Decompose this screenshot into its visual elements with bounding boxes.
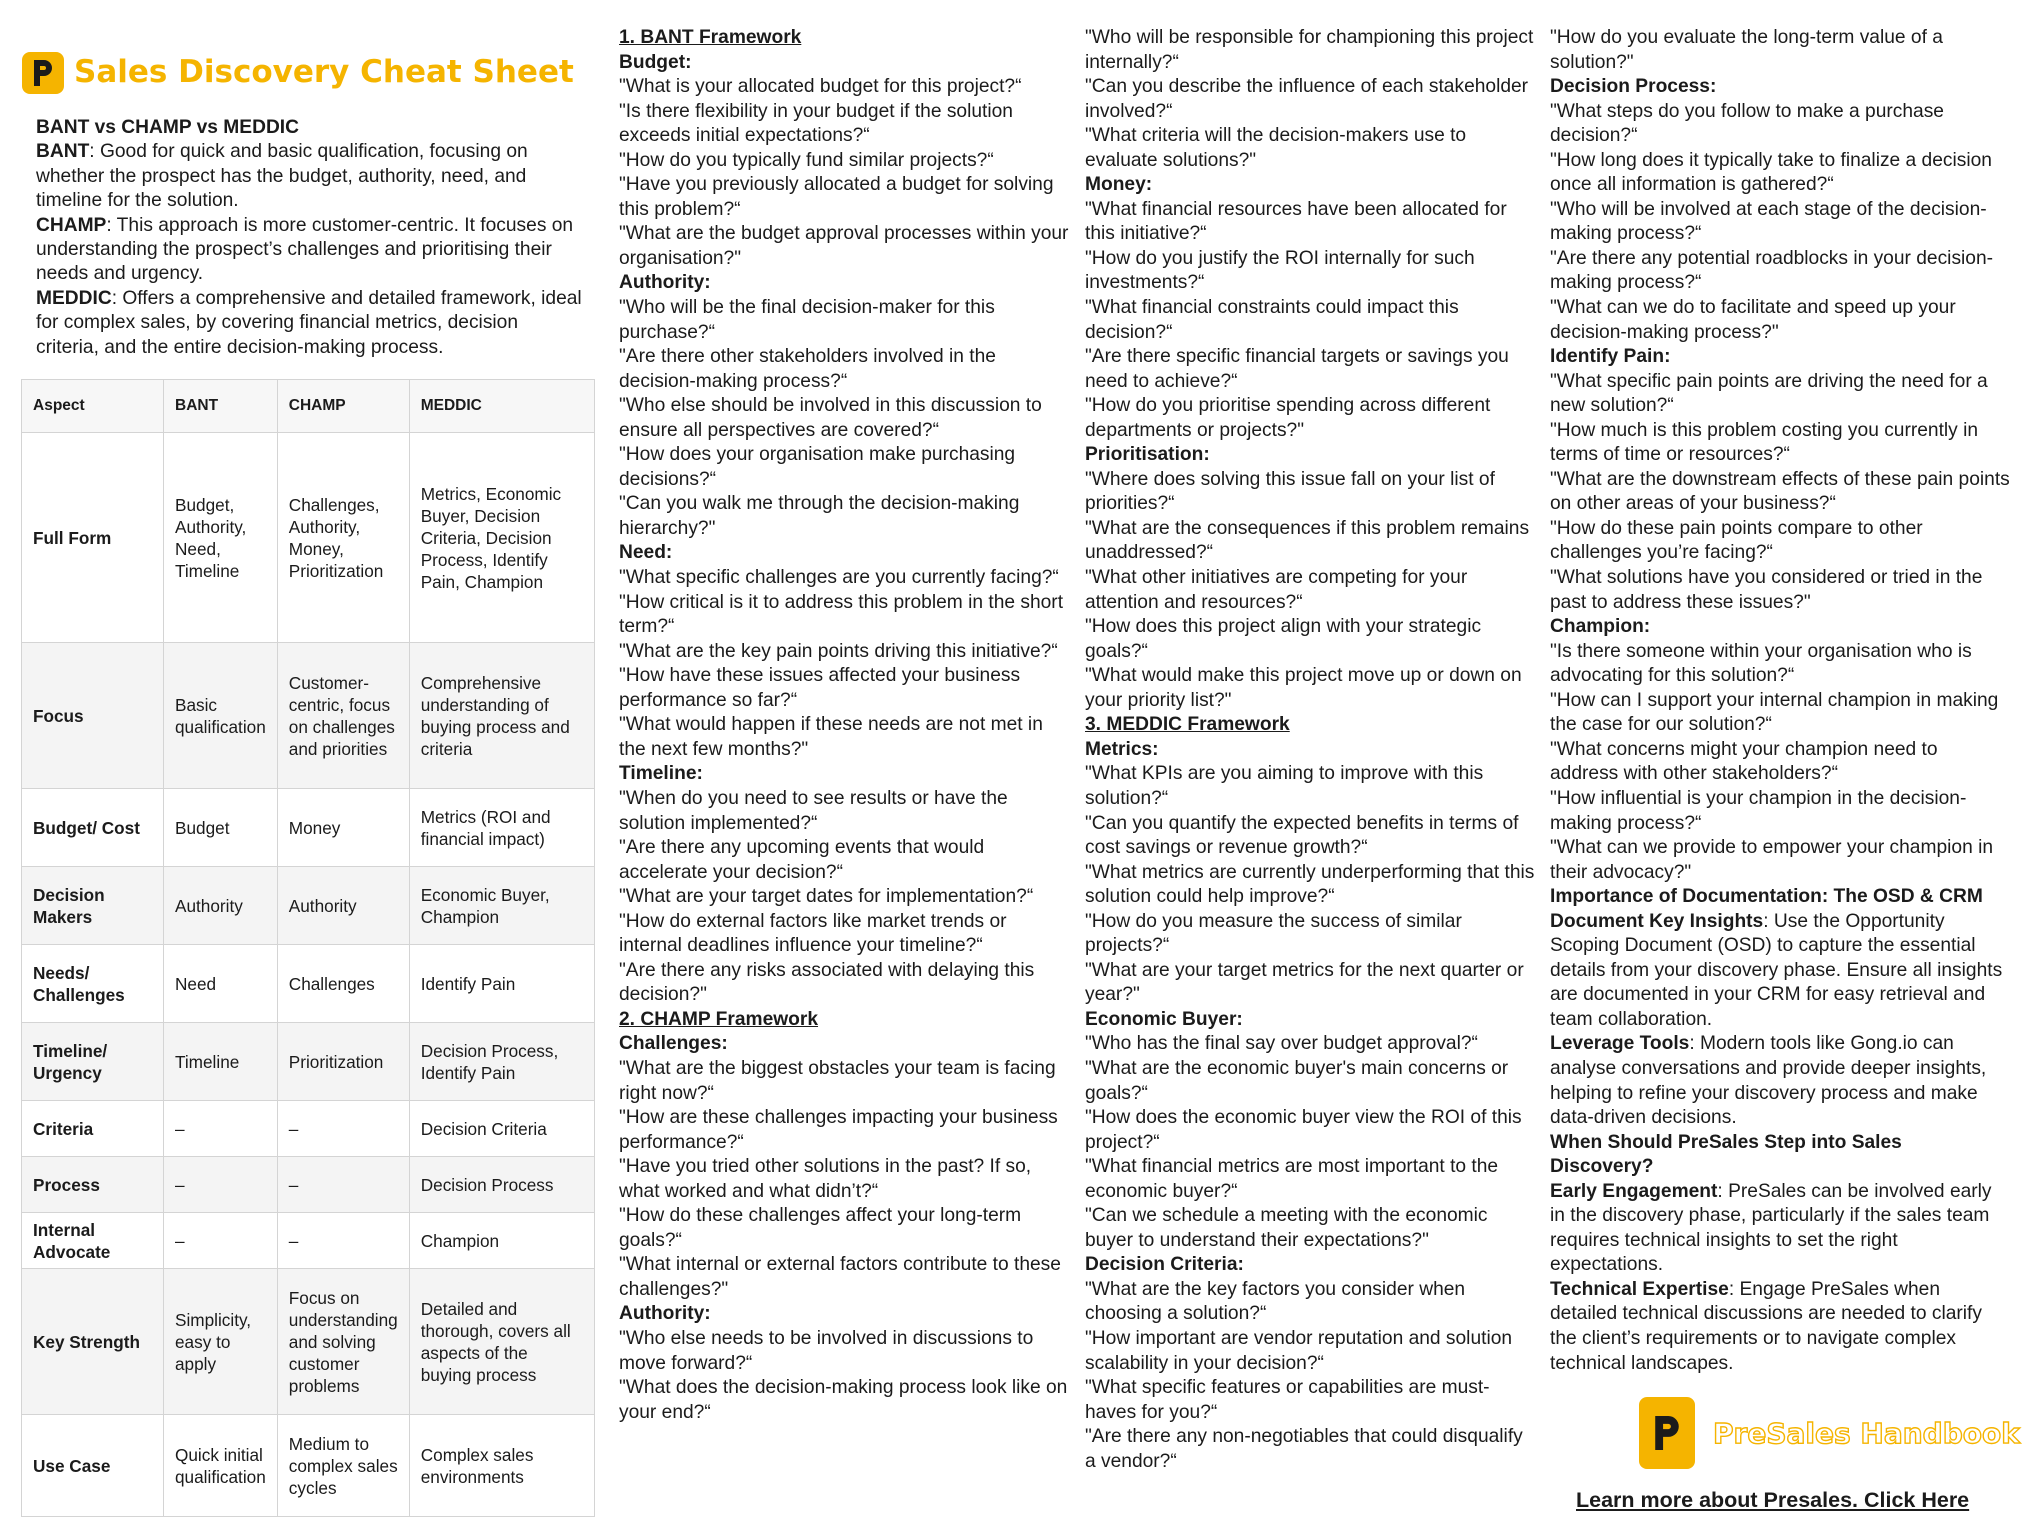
question-text: "What are the economic buyer's main concerns or goals?“ bbox=[1085, 1057, 1509, 1104]
question-text: "What specific challenges are you currently facing?“ bbox=[619, 567, 1059, 589]
question-text: "What can we do to facilitate and speed up your decision-making process?" bbox=[1550, 297, 1956, 343]
question-text: "When do you need to see results or have the solution implemented?“ bbox=[619, 787, 1008, 834]
aspect-cell: Budget/ Cost bbox=[22, 789, 164, 867]
column-champ-meddic bbox=[1085, 26, 1537, 1474]
subheading: Money: bbox=[1085, 174, 1153, 196]
table-cell: Decision Criteria bbox=[409, 1101, 594, 1157]
table-row bbox=[22, 789, 595, 867]
table-row bbox=[22, 867, 595, 945]
table-cell: Prioritization bbox=[277, 1023, 409, 1101]
table-cell: Focus on understanding and solving customer problems bbox=[277, 1269, 409, 1415]
intro-item: BANT: Good for quick and basic qualification, focusing on whether the prospect has the budget, authority, need, and timeline for the solution. bbox=[36, 141, 528, 212]
question-text: "What are the key pain points driving this initiative?“ bbox=[619, 640, 1058, 662]
question-text: "What steps do you follow to make a purchase decision?“ bbox=[1550, 100, 1944, 147]
table-cell: Quick initial qualification bbox=[164, 1415, 278, 1517]
table-cell: Money bbox=[277, 789, 409, 867]
table-cell: Metrics, Economic Buyer, Decision Criteria, Decision Process, Identify Pain, Champion bbox=[409, 433, 594, 643]
page-title: Sales Discovery Cheat Sheet bbox=[74, 54, 574, 90]
header-cell: Aspect bbox=[22, 380, 164, 433]
question-text: "What are the consequences if this problem remains unaddressed?“ bbox=[1085, 517, 1530, 564]
question-text: "Are there specific financial targets or savings you need to achieve?“ bbox=[1085, 346, 1509, 392]
intro-section bbox=[36, 116, 582, 360]
question-text: "What specific pain points are driving the need for a new solution?“ bbox=[1550, 370, 1988, 417]
p-logo-icon bbox=[1639, 1397, 1695, 1469]
question-text: "How have these issues affected your business performance so far?“ bbox=[619, 665, 1021, 711]
table-cell: – bbox=[164, 1213, 278, 1269]
question-text: "Are there any upcoming events that would accelerate your decision?“ bbox=[619, 837, 985, 883]
table-cell: Medium to complex sales cycles bbox=[277, 1415, 409, 1517]
question-text: "What financial resources have been allocated for this initiative?“ bbox=[1085, 198, 1507, 245]
question-text: "Have you previously allocated a budget for solving this problem?“ bbox=[619, 174, 1054, 220]
question-text: "What are your target dates for implementation?“ bbox=[619, 886, 1034, 908]
intro-item: MEDDIC: Offers a comprehensive and detailed framework, ideal for complex sales, by covering financial metrics, decision criteria, and the entire decision-making process. bbox=[36, 287, 582, 358]
question-text: "Are there other stakeholders involved in the decision-making process?“ bbox=[619, 346, 996, 392]
table-row bbox=[22, 643, 595, 789]
question-text: "How much is this problem costing you currently in terms of time or resources?“ bbox=[1550, 419, 1979, 466]
question-text: "How does this project align with your strategic goals?“ bbox=[1085, 616, 1482, 662]
table-cell: Economic Buyer, Champion bbox=[409, 867, 594, 945]
brand-footer bbox=[1639, 1397, 2020, 1469]
subheading: Budget: bbox=[619, 51, 692, 73]
question-text: "What can we provide to empower your champion in their advocacy?" bbox=[1550, 837, 1994, 883]
question-text: "How do you measure the success of similar projects?“ bbox=[1085, 910, 1462, 957]
subheading: Authority: bbox=[619, 272, 711, 294]
question-text: "How do you typically fund similar projects?“ bbox=[619, 149, 994, 171]
question-text: "What criteria will the decision-makers use to evaluate solutions?" bbox=[1085, 125, 1467, 171]
table-cell: Decision Process bbox=[409, 1157, 594, 1213]
subheading: Prioritisation: bbox=[1085, 444, 1210, 466]
table-cell: – bbox=[164, 1157, 278, 1213]
subheading: When Should PreSales Step into Sales Discovery? bbox=[1550, 1131, 1902, 1178]
question-text: "How long does it typically take to finalize a decision once all information is gathered?“ bbox=[1550, 149, 1992, 196]
column-bant-champ bbox=[619, 26, 1071, 1425]
question-text: "How do you justify the ROI internally for such investments?“ bbox=[1085, 247, 1475, 294]
question-text: "How critical is it to address this problem in the short term?“ bbox=[619, 591, 1064, 638]
header-cell: CHAMP bbox=[277, 380, 409, 433]
question-text: "Who has the final say over budget approval?“ bbox=[1085, 1033, 1478, 1055]
question-text: "Is there flexibility in your budget if the solution exceeds initial expectations?“ bbox=[619, 100, 1013, 147]
question-text: "How are these challenges impacting your business performance?“ bbox=[619, 1107, 1058, 1153]
question-text: "What is your allocated budget for this project?“ bbox=[619, 76, 1022, 98]
table-cell: Metrics (ROI and financial impact) bbox=[409, 789, 594, 867]
table-cell: Detailed and thorough, covers all aspects of the buying process bbox=[409, 1269, 594, 1415]
question-text: "What are the downstream effects of these pain points on other areas of your business?“ bbox=[1550, 468, 2010, 515]
question-text: "Who else should be involved in this discussion to ensure all perspectives are covered?“ bbox=[619, 395, 1042, 441]
table-cell: Authority bbox=[277, 867, 409, 945]
subheading: Decision Process: bbox=[1550, 76, 1717, 98]
aspect-cell: Decision Makers bbox=[22, 867, 164, 945]
subheading: Metrics: bbox=[1085, 738, 1159, 760]
question-text: "Who else needs to be involved in discussions to move forward?“ bbox=[619, 1327, 1034, 1374]
table-row bbox=[22, 1101, 595, 1157]
table-cell: Budget bbox=[164, 789, 278, 867]
aspect-cell: Use Case bbox=[22, 1415, 164, 1517]
table-cell: – bbox=[164, 1101, 278, 1157]
question-text: "Are there any risks associated with delaying this decision?" bbox=[619, 959, 1035, 1006]
question-text: "Who will be the final decision-maker for this purchase?“ bbox=[619, 297, 995, 343]
table-row bbox=[22, 1415, 595, 1517]
question-text: "Are there any non-negotiables that could disqualify a vendor?“ bbox=[1085, 1426, 1523, 1472]
table-cell: Basic qualification bbox=[164, 643, 278, 789]
info-paragraph: Early Engagement: PreSales can be involved early in the discovery phase, particularly if the sales team requires technical insights to set the right expectations. bbox=[1550, 1180, 1992, 1276]
table-cell: Timeline bbox=[164, 1023, 278, 1101]
question-text: "How can I support your internal champion in making the case for our solution?“ bbox=[1550, 689, 1999, 736]
table-cell: Need bbox=[164, 945, 278, 1023]
column-meddic-docs bbox=[1550, 26, 2010, 1376]
header-cell: MEDDIC bbox=[409, 380, 594, 433]
table-cell: Comprehensive understanding of buying process and criteria bbox=[409, 643, 594, 789]
question-text: "What metrics are currently underperforming that this solution could help improve?“ bbox=[1085, 861, 1535, 908]
section-heading: 1. BANT Framework bbox=[619, 27, 802, 48]
aspect-cell: Criteria bbox=[22, 1101, 164, 1157]
question-text: "What KPIs are you aiming to improve with this solution?“ bbox=[1085, 763, 1484, 809]
table-cell: Champion bbox=[409, 1213, 594, 1269]
question-text: "Who will be involved at each stage of the decision-making process?“ bbox=[1550, 198, 1987, 245]
section-heading: 3. MEDDIC Framework bbox=[1085, 714, 1290, 736]
question-text: "Is there someone within your organisation who is advocating for this solution?“ bbox=[1550, 640, 1972, 687]
aspect-cell: Key Strength bbox=[22, 1269, 164, 1415]
table-cell: Decision Process, Identify Pain bbox=[409, 1023, 594, 1101]
table-row bbox=[22, 433, 595, 643]
question-text: "What are the budget approval processes within your organisation?" bbox=[619, 223, 1069, 269]
question-text: "How do you evaluate the long-term value of a solution?" bbox=[1550, 27, 1943, 73]
subheading: Identify Pain: bbox=[1550, 346, 1671, 368]
question-text: "How do you prioritise spending across different departments or projects?" bbox=[1085, 395, 1491, 441]
subheading: Authority: bbox=[619, 1303, 711, 1325]
info-paragraph: Technical Expertise: Engage PreSales when detailed technical discussions are needed to clarify the client’s requirements or to navigate complex technical landscapes. bbox=[1550, 1278, 1982, 1374]
table-cell: Customer-centric, focus on challenges and priorities bbox=[277, 643, 409, 789]
question-text: "Can you quantify the expected benefits in terms of cost savings or revenue growth?“ bbox=[1085, 812, 1519, 859]
question-text: "How influential is your champion in the decision-making process?“ bbox=[1550, 787, 1967, 834]
question-text: "What concerns might your champion need to address with other stakeholders?“ bbox=[1550, 738, 1938, 785]
question-text: "What specific features or capabilities are must-haves for you?“ bbox=[1085, 1377, 1490, 1423]
table-row bbox=[22, 945, 595, 1023]
table-row bbox=[22, 1269, 595, 1415]
aspect-cell: Focus bbox=[22, 643, 164, 789]
question-text: "Can you describe the influence of each stakeholder involved?“ bbox=[1085, 76, 1529, 122]
aspect-cell: Internal Advocate bbox=[22, 1213, 164, 1269]
question-text: "What are the biggest obstacles your team is facing right now?“ bbox=[619, 1057, 1056, 1104]
table-cell: Authority bbox=[164, 867, 278, 945]
intro-item: CHAMP: This approach is more customer-centric. It focuses on understanding the prospect’s challenges and prioritising their needs and urgency. bbox=[36, 214, 574, 285]
question-text: "How does the economic buyer view the ROI of this project?“ bbox=[1085, 1107, 1522, 1153]
table-cell: Budget, Authority, Need, Timeline bbox=[164, 433, 278, 643]
table-cell: Challenges, Authority, Money, Prioritization bbox=[277, 433, 409, 643]
table-row bbox=[22, 1023, 595, 1101]
brand-name: PreSales Handbook bbox=[1713, 1416, 2020, 1450]
aspect-cell: Process bbox=[22, 1157, 164, 1213]
info-paragraph: Leverage Tools: Modern tools like Gong.io can analyse conversations and provide deeper insights, helping to refine your discovery process and make data-driven decisions. bbox=[1550, 1033, 1987, 1129]
question-text: "What would happen if these needs are not met in the next few months?" bbox=[619, 714, 1043, 760]
aspect-cell: Full Form bbox=[22, 433, 164, 643]
aspect-cell: Timeline/ Urgency bbox=[22, 1023, 164, 1101]
question-text: "What financial constraints could impact this decision?“ bbox=[1085, 297, 1459, 343]
table-cell: Complex sales environments bbox=[409, 1415, 594, 1517]
subheading: Decision Criteria: bbox=[1085, 1254, 1244, 1276]
header-cell: BANT bbox=[164, 380, 278, 433]
question-text: "Have you tried other solutions in the past? If so, what worked and what didn’t?“ bbox=[619, 1156, 1032, 1202]
question-text: "What would make this project move up or down on your priority list?" bbox=[1085, 665, 1522, 711]
section-heading: 2. CHAMP Framework bbox=[619, 1008, 819, 1030]
question-text: "Where does solving this issue fall on your list of priorities?“ bbox=[1085, 468, 1495, 515]
table-header-row bbox=[22, 380, 595, 433]
question-text: "What other initiatives are competing for your attention and resources?“ bbox=[1085, 567, 1468, 613]
table-row bbox=[22, 1157, 595, 1213]
subheading: Need: bbox=[619, 542, 673, 564]
subheading: Economic Buyer: bbox=[1085, 1008, 1243, 1030]
table-cell: – bbox=[277, 1213, 409, 1269]
intro-heading: BANT vs CHAMP vs MEDDIC bbox=[36, 117, 299, 138]
question-text: "Can you walk me through the decision-making hierarchy?" bbox=[619, 493, 1020, 539]
question-text: "What does the decision-making process look like on your end?“ bbox=[619, 1377, 1068, 1423]
table-cell: – bbox=[277, 1101, 409, 1157]
question-text: "What are the key factors you consider when choosing a solution?“ bbox=[1085, 1278, 1466, 1325]
table-cell: Identify Pain bbox=[409, 945, 594, 1023]
table-cell: – bbox=[277, 1157, 409, 1213]
question-text: "Are there any potential roadblocks in your decision-making process?“ bbox=[1550, 247, 1994, 294]
question-text: "What financial metrics are most important to the economic buyer?“ bbox=[1085, 1156, 1499, 1202]
learn-more-link[interactable]: Learn more about Presales. Click Here bbox=[1576, 1488, 1970, 1512]
question-text: "How do these pain points compare to other challenges you’re facing?“ bbox=[1550, 517, 1923, 564]
question-text: "Can we schedule a meeting with the economic buyer to understand their expectations?" bbox=[1085, 1205, 1488, 1251]
info-paragraph: Document Key Insights: Use the Opportunity Scoping Document (OSD) to capture the essential details from your discovery phase. Ensure all insights are documented in your CRM for easy retrieval and team collaboration. bbox=[1550, 910, 2003, 1030]
question-text: "How does your organisation make purchasing decisions?“ bbox=[619, 444, 1016, 490]
subheading: Challenges: bbox=[619, 1033, 728, 1055]
question-text: "What solutions have you considered or tried in the past to address these issues?" bbox=[1550, 567, 1983, 613]
question-text: "What internal or external factors contribute to these challenges?" bbox=[619, 1254, 1061, 1300]
question-text: "Who will be responsible for championing this project internally?“ bbox=[1085, 27, 1534, 73]
subheading: Timeline: bbox=[619, 763, 703, 785]
table-row bbox=[22, 1213, 595, 1269]
subheading: Champion: bbox=[1550, 616, 1651, 638]
subheading: Importance of Documentation: The OSD & CRM bbox=[1550, 886, 1983, 908]
question-text: "How important are vendor reputation and solution scalability in your decision?“ bbox=[1085, 1327, 1513, 1374]
table-cell: Simplicity, easy to apply bbox=[164, 1269, 278, 1415]
question-text: "How do these challenges affect your long-term goals?“ bbox=[619, 1205, 1022, 1251]
comparison-table bbox=[21, 379, 595, 1517]
logo-icon bbox=[22, 52, 64, 94]
question-text: "What are your target metrics for the next quarter or year?" bbox=[1085, 959, 1524, 1006]
question-text: "How do external factors like market trends or internal deadlines influence your timeline?“ bbox=[619, 910, 1007, 957]
table-cell: Challenges bbox=[277, 945, 409, 1023]
aspect-cell: Needs/ Challenges bbox=[22, 945, 164, 1023]
